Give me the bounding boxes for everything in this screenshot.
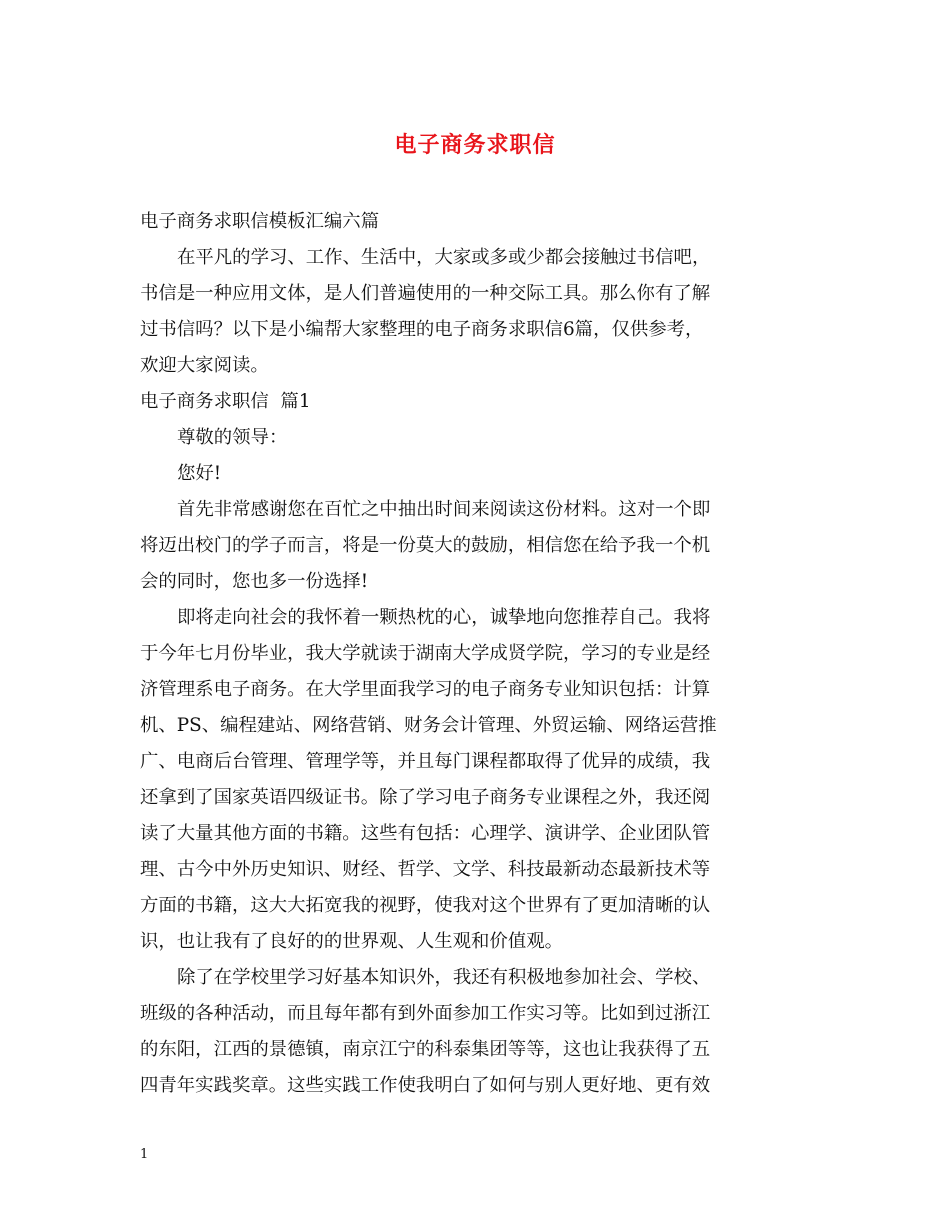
salutation: 尊敬的领导： xyxy=(177,427,288,448)
document-title: 电子商务求职信 xyxy=(394,132,556,158)
text-line: 班级的各种活动，而且每年都有到外面参加工作实习等。比如到过浙江 xyxy=(140,1003,711,1024)
text-line: 方面的书籍，这大大拓宽我的视野，使我对这个世界有了更加清晰的认 xyxy=(140,895,711,916)
text-line: 将迈出校门的学子而言，将是一份莫大的鼓励，相信您在给予我一个机 xyxy=(140,535,711,556)
text-line: 书信是一种应用文体，是人们普遍使用的一种交际工具。那么你有了解 xyxy=(140,283,711,304)
text-line: 于今年七月份毕业，我大学就读于湖南大学成贤学院，学习的专业是经 xyxy=(140,643,711,664)
page-number: 1 xyxy=(140,1147,149,1162)
text-line: 理、古今中外历史知识、财经、哲学、文学、科技最新动态最新技术等 xyxy=(140,859,711,880)
subtitle: 电子商务求职信模板汇编六篇 xyxy=(140,211,380,232)
text-line: 首先非常感谢您在百忙之中抽出时间来阅读这份材料。这对一个即 xyxy=(177,499,711,520)
paragraph-1 xyxy=(140,492,820,600)
text-line: 即将走向社会的我怀着一颗热枕的心，诚挚地向您推荐自己。我将 xyxy=(177,607,711,628)
text-line: 还拿到了国家英语四级证书。除了学习电子商务专业课程之外，我还阅 xyxy=(140,787,711,808)
text-line: 的东阳，江西的景德镇，南京江宁的科泰集团等等，这也让我获得了五 xyxy=(140,1039,711,1060)
document-body xyxy=(140,204,820,1104)
text-line: 会的同时，您也多一份选择! xyxy=(140,571,369,592)
text-line: 识，也让我有了良好的的世界观、人生观和价值观。 xyxy=(140,931,563,952)
text-line: 过书信吗？以下是小编帮大家整理的电子商务求职信6篇，仅供参考， xyxy=(140,319,704,340)
text-line: 广、电商后台管理、管理学等，并且每门课程都取得了优异的成绩，我 xyxy=(140,751,711,772)
text-line: 机、PS、编程建站、网络营销、财务会计管理、外贸运输、网络运营推 xyxy=(140,715,717,736)
text-line: 四青年实践奖章。这些实践工作使我明白了如何与别人更好地、更有效 xyxy=(140,1075,711,1096)
paragraph-3 xyxy=(140,960,820,1104)
text-line: 欢迎大家阅读。 xyxy=(140,355,269,376)
text-line: 在平凡的学习、工作、生活中，大家或多或少都会接触过书信吧， xyxy=(177,247,711,268)
text-line: 济管理系电子商务。在大学里面我学习的电子商务专业知识包括：计算 xyxy=(140,679,711,700)
text-line: 除了在学校里学习好基本知识外，我还有积极地参加社会、学校、 xyxy=(177,967,711,988)
section-heading: 电子商务求职信 篇1 xyxy=(140,391,311,412)
greeting: 您好! xyxy=(177,463,222,484)
text-line: 读了大量其他方面的书籍。这些有包括：心理学、演讲学、企业团队管 xyxy=(140,823,711,844)
paragraph-2 xyxy=(140,600,820,960)
intro-paragraph xyxy=(140,240,820,384)
